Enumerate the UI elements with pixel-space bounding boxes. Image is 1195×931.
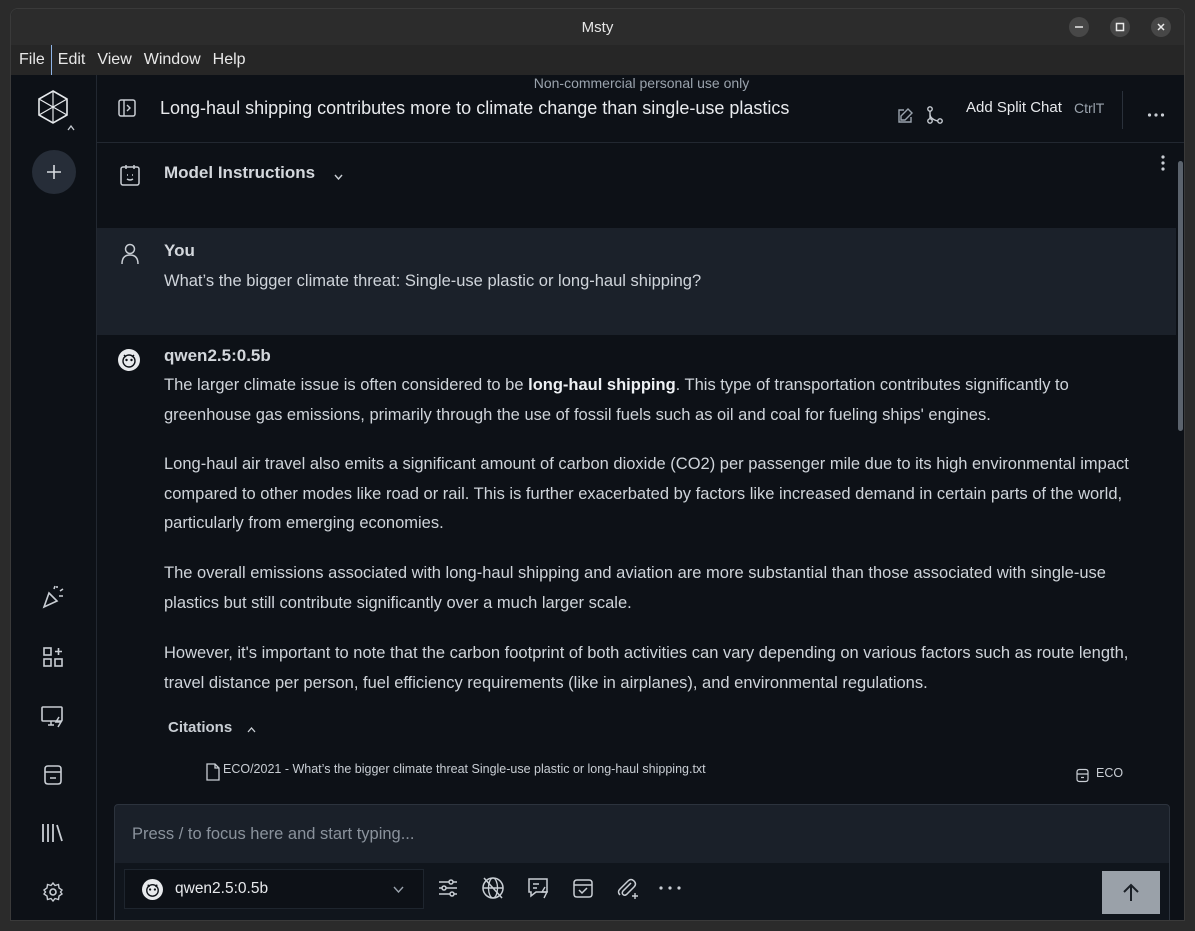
chat-scrollbar[interactable] [1178,153,1184,793]
more-options-button[interactable] [1145,104,1167,126]
close-icon [1156,22,1166,32]
menu-help[interactable]: Help [212,51,246,68]
chat-title[interactable]: Long-haul shipping contributes more to climate change than single-use plastics [160,98,790,118]
local-ai-button[interactable] [39,702,67,730]
assistant-message [97,335,1176,805]
edit-icon [896,107,914,125]
sliders-icon [436,876,460,900]
user-message-text: What’s the bigger climate threat: Single-use plastic or long-haul shipping? [164,272,702,290]
user-avatar-icon [119,242,141,266]
assistant-paragraph-2: Long-haul air travel also emits a significant amount of carbon dioxide (CO2) per passenger mile due to its high environmental impact compared to other modes like road or rail. This is further exacerbated by factors like increased demand in certain parts of the world, particularly from emerging economies. [164,455,1129,532]
close-button[interactable] [1151,17,1171,37]
split-chat-shortcut: CtrlT [1074,100,1105,116]
menu-view[interactable]: View [97,51,132,68]
library-icon [40,821,66,845]
web-search-button[interactable] [479,874,507,902]
maximize-icon [1115,22,1125,32]
menu-file[interactable]: File [19,51,45,68]
instructions-icon [119,163,141,187]
scrollbar-thumb[interactable] [1178,161,1183,431]
window-title: Msty [581,18,614,36]
assistant-paragraph-3: The overall emissions associated with long-haul shipping and aviation are more substantial than those associated with single-use plastics but still contribute significantly over a much larger scale. [164,564,1106,612]
assistant-paragraph-4: However, it's important to note that the carbon footprint of both activities can vary depending on various factors such as route length, travel distance per person, fuel efficiency requirements (like in airplanes), and environmental regulations. [164,644,1129,692]
message-input[interactable] [115,805,1169,863]
gear-icon [42,881,64,903]
archive-icon [41,763,65,787]
toggle-sidebar-button[interactable] [116,97,138,119]
bold-highlight: long-haul shipping [528,376,676,394]
new-chat-button[interactable] [32,150,76,194]
sidebar [11,75,97,921]
vertical-ellipsis-icon[interactable] [1161,155,1165,171]
selected-model-label: qwen2.5:0.5b [175,880,269,897]
qwen-model-icon [142,879,163,900]
message-bolt-icon [526,875,552,901]
chevron-down-icon [393,886,404,893]
header-divider [1122,91,1123,129]
license-notice: Non-commercial personal use only [533,75,750,91]
sidebar-toggle-icon [117,98,137,118]
settings-button[interactable] [39,878,67,906]
app-window [10,8,1185,921]
menu-bar [11,45,1184,75]
party-icon [39,583,67,611]
model-instructions-label[interactable]: Model Instructions [164,163,316,182]
chevron-up-icon[interactable] [247,727,256,733]
qwen-avatar-icon [118,349,140,371]
model-selector[interactable] [124,869,424,909]
user-author-label: You [164,241,195,260]
plus-icon [46,164,62,180]
more-tools-button[interactable] [656,874,684,902]
attach-knowledge-stack-button[interactable] [569,874,597,902]
app-logo-icon[interactable] [35,89,71,125]
ellipsis-icon [1147,112,1165,118]
quick-prompts-button[interactable] [525,874,553,902]
title-bar [11,9,1184,45]
send-button[interactable] [1102,871,1160,914]
file-icon [205,763,221,781]
library-button[interactable] [39,819,67,847]
model-options-button[interactable] [434,874,462,902]
prompts-button[interactable] [39,583,67,611]
apps-icon [41,645,65,669]
menu-edit[interactable]: Edit [51,45,92,75]
chat-header [97,91,1185,143]
chevron-up-icon[interactable] [67,125,75,131]
add-split-chat-button[interactable]: Add Split Chat [966,99,1062,116]
globe-off-icon [480,875,506,901]
composer [114,804,1170,921]
citations-toggle[interactable]: Citations [168,719,233,736]
model-instructions-section[interactable] [97,143,1176,228]
chevron-down-icon[interactable] [334,174,343,180]
menu-window[interactable]: Window [143,51,201,68]
composer-toolbar [115,863,1169,921]
knowledge-stack-button[interactable] [39,761,67,789]
monitor-bolt-icon [40,703,66,729]
attach-file-button[interactable] [613,874,641,902]
knowledge-stack-icon [1075,768,1090,783]
citation-knowledge-stack: ECO [1096,766,1124,780]
branch-icon [925,105,945,125]
maximize-button[interactable] [1110,17,1130,37]
branch-button[interactable] [924,104,946,126]
minimize-button[interactable] [1069,17,1089,37]
paperclip-icon [614,875,640,901]
ellipsis-icon [658,885,682,891]
user-message [97,228,1176,335]
arrow-up-icon [1122,883,1140,903]
rename-chat-button[interactable] [894,105,916,127]
assistant-paragraph-1: The larger climate issue is often considered to be long-haul shipping. This type of transportation contributes significantly to greenhouse gas emissions, primarily through the use of fossil fuels such as oil and coal for fueling ships' engines. [164,376,1069,424]
citation-file-link[interactable]: ECO/2021 - What’s the bigger climate threat Single-use plastic or long-haul shipping.txt [223,762,706,776]
main-area [97,75,1185,921]
minimize-icon [1074,22,1084,32]
apps-button[interactable] [39,643,67,671]
assistant-author-label: qwen2.5:0.5b [164,346,271,365]
archive-check-icon [571,876,595,900]
